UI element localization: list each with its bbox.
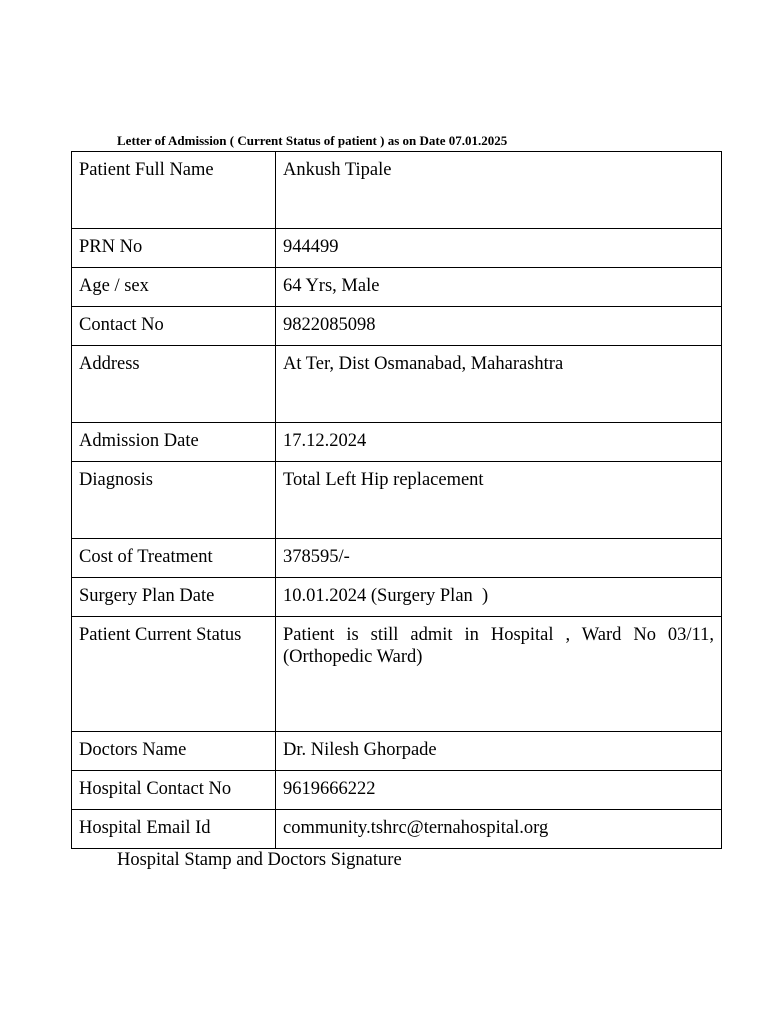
row-label: Hospital Contact No [72,771,276,810]
row-label: Admission Date [72,423,276,462]
table-row-patient-current-status [72,617,722,732]
table-row-contact-no [72,307,722,346]
row-label: Age / sex [72,268,276,307]
row-value: 10.01.2024 (Surgery Plan ) [276,578,722,617]
row-label: Cost of Treatment [72,539,276,578]
row-value: 17.12.2024 [276,423,722,462]
table-row-admission-date [72,423,722,462]
row-value: At Ter, Dist Osmanabad, Maharashtra [276,346,722,423]
row-value: community.tshrc@ternahospital.org [276,810,722,849]
row-value: 9822085098 [276,307,722,346]
row-label: Doctors Name [72,732,276,771]
row-value: Dr. Nilesh Ghorpade [276,732,722,771]
table-row-prn-no [72,229,722,268]
row-label: Patient Full Name [72,152,276,229]
row-value: 64 Yrs, Male [276,268,722,307]
table-row-doctors-name [72,732,722,771]
row-value: 9619666222 [276,771,722,810]
table-row-cost-of-treatment [72,539,722,578]
row-label: Surgery Plan Date [72,578,276,617]
table-row-patient-full-name [72,152,722,229]
table-row-surgery-plan-date [72,578,722,617]
row-value: 378595/- [276,539,722,578]
letter-heading: Letter of Admission ( Current Status of patient ) as on Date 07.01.2025 [117,133,508,148]
table-row-hospital-email-id [72,810,722,849]
table-row-diagnosis [72,462,722,539]
stamp-signature-caption: Hospital Stamp and Doctors Signature [117,850,402,870]
table-row-age-sex [72,268,722,307]
table-row-hospital-contact-no [72,771,722,810]
row-value: Ankush Tipale [276,152,722,229]
row-value: Total Left Hip replacement [276,462,722,539]
table-row-address [72,346,722,423]
row-label: PRN No [72,229,276,268]
row-label: Contact No [72,307,276,346]
row-label: Hospital Email Id [72,810,276,849]
row-value: 944499 [276,229,722,268]
row-label: Patient Current Status [72,617,276,732]
row-label: Address [72,346,276,423]
admission-details-table [71,151,722,849]
row-label: Diagnosis [72,462,276,539]
row-value: Patient is still admit in Hospital , Ward No 03/11, (Orthopedic Ward) [276,617,722,732]
